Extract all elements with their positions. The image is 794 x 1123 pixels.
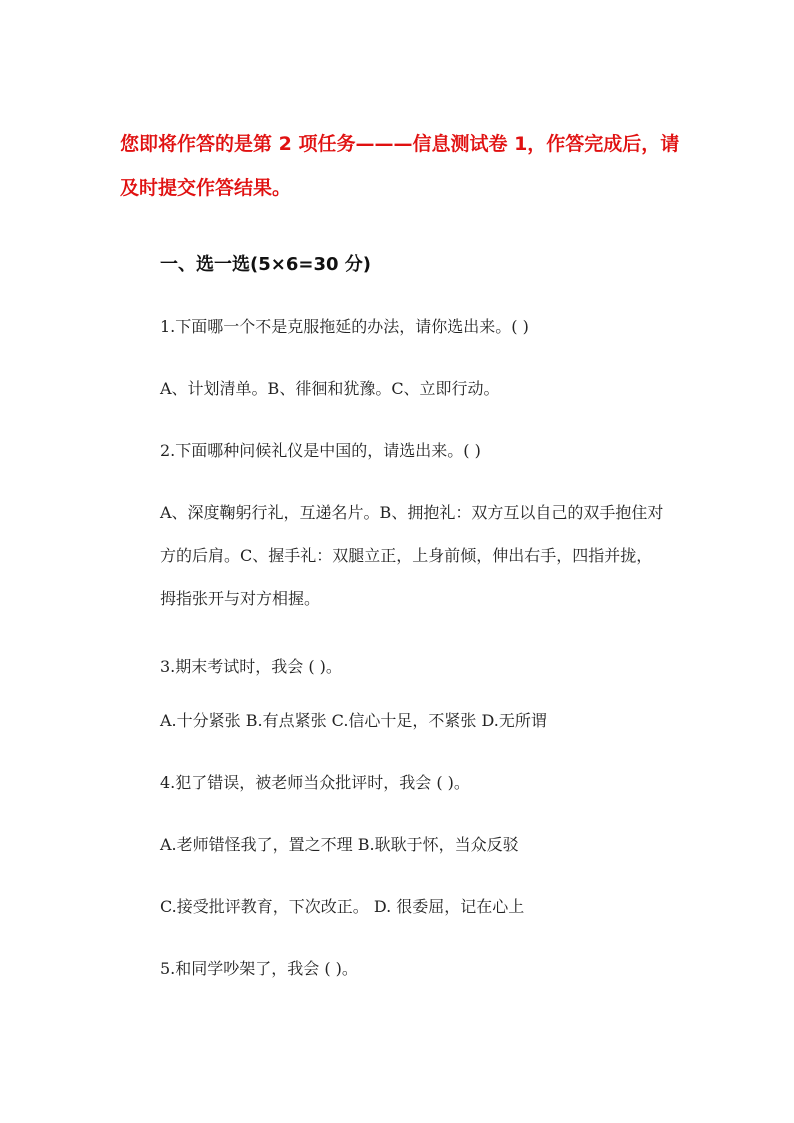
question-4-stem: 4.犯了错误，被老师当众批评时，我会 ( )。 — [160, 773, 470, 792]
question-4-options-line-1: A.老师错怪我了，置之不理 B.耿耿于怀，当众反驳 — [160, 835, 519, 854]
task-notice: 您即将作答的是第 2 项任务———信息测试卷 1，作答完成后，请及时提交作答结果。 — [120, 133, 680, 199]
question-1-options: A、计划清单。B、徘徊和犹豫。C、立即行动。 — [160, 379, 500, 398]
question-3-stem: 3.期末考试时，我会 ( )。 — [160, 657, 342, 676]
section-title: 一、选一选(5×6=30 分) — [160, 254, 371, 275]
question-5-stem: 5.和同学吵架了，我会 ( )。 — [160, 959, 358, 978]
question-2-stem: 2.下面哪种问候礼仪是中国的，请选出来。( ) — [160, 441, 481, 460]
question-2-options: A、深度鞠躬行礼，互递名片。B、拥抱礼：双方互以自己的双手抱住对方的后肩。C、握手礼：双腿立正，上身前倾，伸出右手，四指并拢，拇指张开与对方相握。 — [160, 503, 664, 608]
question-3-options: A.十分紧张 B.有点紧张 C.信心十足，不紧张 D.无所谓 — [160, 711, 547, 730]
question-1-stem: 1.下面哪一个不是克服拖延的办法，请你选出来。( ) — [160, 317, 529, 336]
question-4-options-line-2: C.接受批评教育，下次改正。 D. 很委屈，记在心上 — [160, 897, 525, 916]
